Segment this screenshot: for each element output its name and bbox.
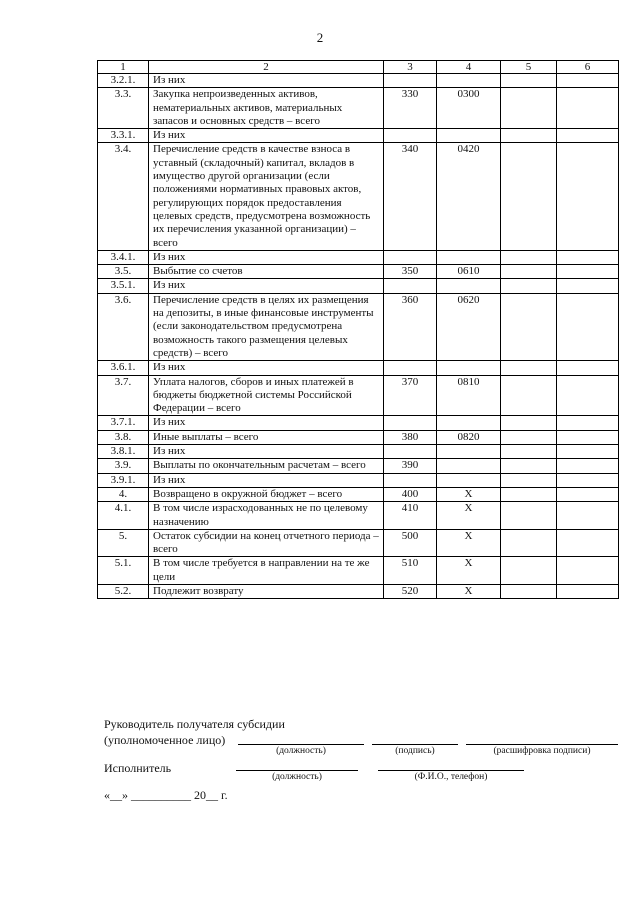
executor-position-line[interactable] [236,770,358,771]
table-row [98,502,619,530]
row-number-cell: 5. [98,529,149,557]
line-code-cell [384,416,437,430]
signature-caption: (подпись) [395,746,435,756]
executor-position-caption: (должность) [272,772,322,782]
column-6-cell[interactable] [557,265,619,279]
row-number-cell: 3.5. [98,265,149,279]
row-name-cell: Остаток субсидии на конец отчетного периода – всего [149,529,384,557]
table-row [98,293,619,360]
column-5-cell[interactable] [501,473,557,487]
kosgu-code-cell [437,129,501,143]
column-6-cell[interactable] [557,250,619,264]
column-5-cell[interactable] [501,416,557,430]
column-5-cell[interactable] [501,487,557,501]
row-name-cell: Из них [149,445,384,459]
kosgu-code-cell: X [437,584,501,598]
row-number-cell: 3.7. [98,375,149,416]
column-5-cell[interactable] [501,361,557,375]
column-6-cell[interactable] [557,293,619,360]
head-label-line-2: (уполномоченное лицо) [104,733,226,747]
line-code-cell: 370 [384,375,437,416]
row-number-cell: 3.8. [98,430,149,444]
row-name-cell: Из них [149,416,384,430]
column-6-cell[interactable] [557,361,619,375]
line-code-cell [384,74,437,88]
row-name-cell: Из них [149,74,384,88]
kosgu-code-cell [437,279,501,293]
column-5-cell[interactable] [501,445,557,459]
position-caption: (должность) [276,746,326,756]
column-5-cell[interactable] [501,529,557,557]
row-number-cell: 3.8.1. [98,445,149,459]
row-name-cell: Перечисление средств в целях их размещения на депозиты, в иные финансовые инструменты (если законодательством предусмотрена возможность такого размещения целевых средств) – всего [149,293,384,360]
column-6-cell[interactable] [557,88,619,129]
header-row [98,61,619,74]
column-5-cell[interactable] [501,557,557,585]
kosgu-code-cell [437,361,501,375]
kosgu-code-cell: 0610 [437,265,501,279]
column-6-cell[interactable] [557,74,619,88]
table-row [98,430,619,444]
header-cell: 5 [501,61,557,74]
table-row [98,265,619,279]
column-5-cell[interactable] [501,88,557,129]
kosgu-code-cell: X [437,529,501,557]
table-row [98,487,619,501]
row-name-cell: Перечисление средств в качестве взноса в уставный (складочный) капитал, вкладов в имущество другой организации (если положениями нормативных правовых актов, регулирующих порядок предоставления целевых средств, предусмотрена возможность их перечисления указанной организации) – всего [149,143,384,250]
kosgu-code-cell [437,445,501,459]
column-5-cell[interactable] [501,375,557,416]
column-6-cell[interactable] [557,416,619,430]
header-cell: 3 [384,61,437,74]
column-6-cell[interactable] [557,529,619,557]
row-name-cell: Из них [149,361,384,375]
table-row [98,129,619,143]
row-name-cell: Из них [149,129,384,143]
table-row [98,584,619,598]
column-6-cell[interactable] [557,502,619,530]
table-row [98,88,619,129]
row-number-cell: 3.9.1. [98,473,149,487]
row-number-cell: 5.1. [98,557,149,585]
column-6-cell[interactable] [557,430,619,444]
table-row [98,459,619,473]
table-row [98,529,619,557]
line-code-cell: 400 [384,487,437,501]
line-code-cell [384,279,437,293]
row-number-cell: 3.3.1. [98,129,149,143]
row-name-cell: Закупка непроизведенных активов, нематериальных активов, материальных запасов и основных средств – всего [149,88,384,129]
line-code-cell: 350 [384,265,437,279]
signature-line[interactable] [372,744,458,745]
column-5-cell[interactable] [501,129,557,143]
line-code-cell: 500 [384,529,437,557]
kosgu-code-cell [437,459,501,473]
column-6-cell[interactable] [557,487,619,501]
line-code-cell: 520 [384,584,437,598]
row-name-cell: В том числе требуется в направлении на те же цели [149,557,384,585]
row-number-cell: 4.1. [98,502,149,530]
kosgu-code-cell: X [437,487,501,501]
column-6-cell[interactable] [557,445,619,459]
table-row [98,557,619,585]
kosgu-code-cell: 0810 [437,375,501,416]
row-name-cell: Выбытие со счетов [149,265,384,279]
row-name-cell: Возвращено в окружной бюджет – всего [149,487,384,501]
page-number: 2 [316,30,324,45]
line-code-cell [384,473,437,487]
kosgu-code-cell [437,416,501,430]
row-number-cell: 3.4. [98,143,149,250]
row-number-cell: 3.2.1. [98,74,149,88]
table-row [98,279,619,293]
table-row [98,473,619,487]
column-6-cell[interactable] [557,557,619,585]
kosgu-code-cell: X [437,502,501,530]
row-number-cell: 3.6. [98,293,149,360]
row-number-cell: 3.9. [98,459,149,473]
column-6-cell[interactable] [557,129,619,143]
kosgu-code-cell [437,250,501,264]
head-label-line-1: Руководитель получателя субсидии [104,717,285,731]
kosgu-code-cell [437,74,501,88]
table-row [98,143,619,250]
line-code-cell: 410 [384,502,437,530]
kosgu-code-cell: X [437,557,501,585]
kosgu-code-cell [437,473,501,487]
line-code-cell [384,361,437,375]
row-number-cell: 5.2. [98,584,149,598]
kosgu-code-cell: 0820 [437,430,501,444]
row-name-cell: Из них [149,473,384,487]
line-code-cell [384,250,437,264]
line-code-cell: 330 [384,88,437,129]
executor-fio-line[interactable] [378,770,524,771]
column-6-cell[interactable] [557,584,619,598]
row-number-cell: 3.5.1. [98,279,149,293]
header-cell: 2 [149,61,384,74]
row-name-cell: Подлежит возврату [149,584,384,598]
row-number-cell: 3.7.1. [98,416,149,430]
row-name-cell: Из них [149,250,384,264]
row-name-cell: Выплаты по окончательным расчетам – всего [149,459,384,473]
kosgu-code-cell: 0300 [437,88,501,129]
executor-fio-caption: (Ф.И.О., телефон) [414,772,488,782]
row-name-cell: В том числе израсходованных не по целевому назначению [149,502,384,530]
column-5-cell[interactable] [501,459,557,473]
row-number-cell: 3.6.1. [98,361,149,375]
column-5-cell[interactable] [501,584,557,598]
kosgu-code-cell: 0420 [437,143,501,250]
table-row [98,416,619,430]
column-5-cell[interactable] [501,279,557,293]
column-5-cell[interactable] [501,74,557,88]
decoding-signature-line[interactable] [466,744,618,745]
position-signature-line[interactable] [238,744,364,745]
column-6-cell[interactable] [557,279,619,293]
line-code-cell [384,129,437,143]
date-line: «__» __________ 20__ г. [104,788,228,802]
row-number-cell: 3.3. [98,88,149,129]
table-row [98,74,619,88]
table-row [98,250,619,264]
executor-label: Исполнитель [104,761,172,775]
header-cell: 4 [437,61,501,74]
row-number-cell: 3.4.1. [98,250,149,264]
column-5-cell[interactable] [501,502,557,530]
header-cell: 1 [98,61,149,74]
column-5-cell[interactable] [501,430,557,444]
column-6-cell[interactable] [557,459,619,473]
row-number-cell: 4. [98,487,149,501]
row-name-cell: Иные выплаты – всего [149,430,384,444]
decoding-caption: (расшифровка подписи) [493,746,591,756]
row-name-cell: Из них [149,279,384,293]
line-code-cell [384,445,437,459]
table-row [98,375,619,416]
column-6-cell[interactable] [557,473,619,487]
column-5-cell[interactable] [501,265,557,279]
row-name-cell: Уплата налогов, сборов и иных платежей в бюджеты бюджетной системы Российской Федерации – всего [149,375,384,416]
kosgu-code-cell: 0620 [437,293,501,360]
table-row [98,445,619,459]
report-body [98,74,619,599]
table-row [98,361,619,375]
line-code-cell: 340 [384,143,437,250]
column-5-cell[interactable] [501,293,557,360]
column-6-cell[interactable] [557,143,619,250]
line-code-cell: 390 [384,459,437,473]
line-code-cell: 380 [384,430,437,444]
line-code-cell: 510 [384,557,437,585]
column-6-cell[interactable] [557,375,619,416]
header-cell: 6 [557,61,619,74]
line-code-cell: 360 [384,293,437,360]
column-5-cell[interactable] [501,250,557,264]
column-5-cell[interactable] [501,143,557,250]
report-table [97,60,619,599]
